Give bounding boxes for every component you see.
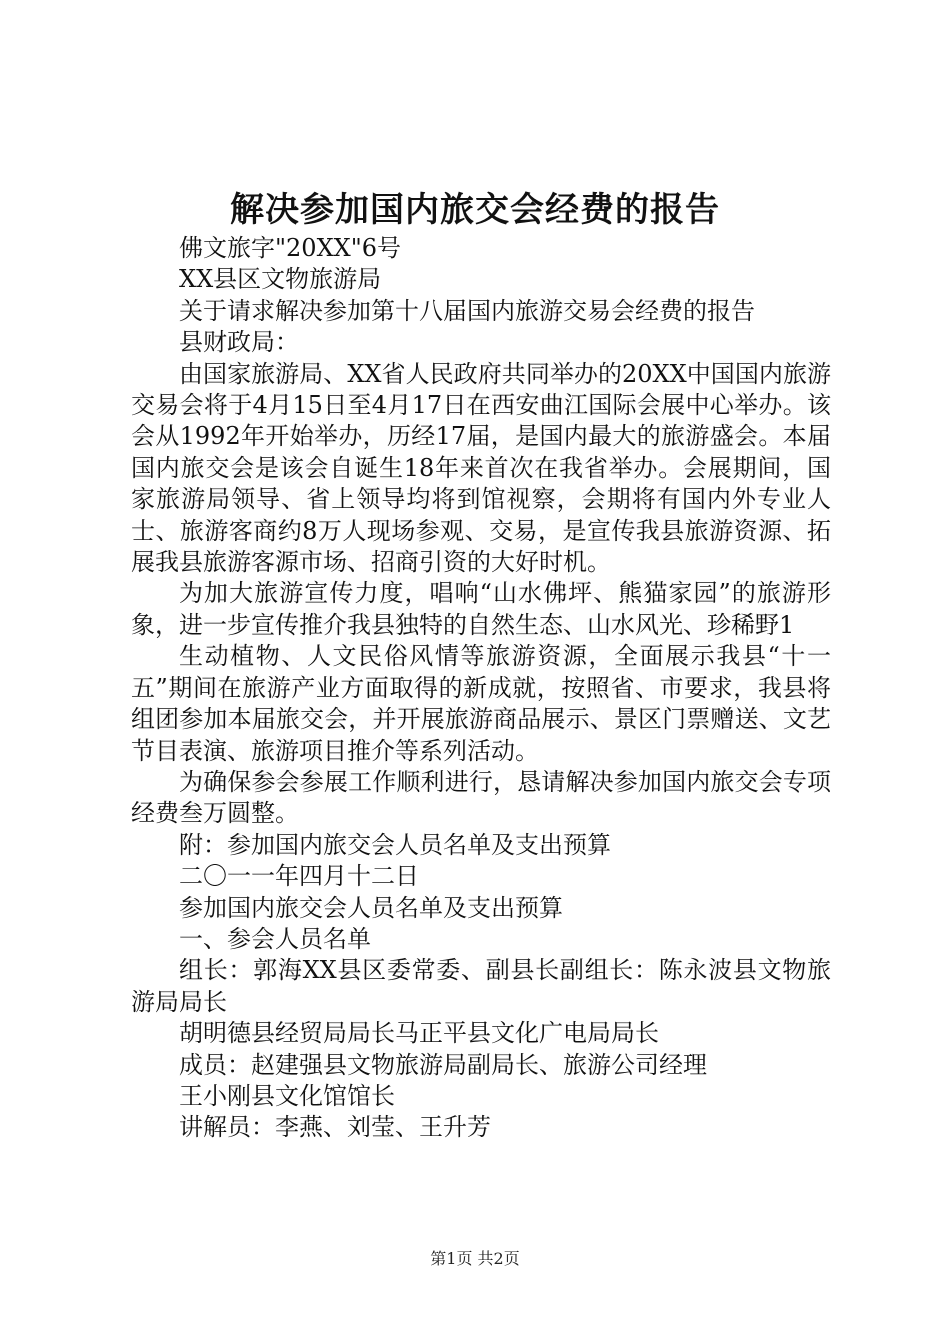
paragraph: 为加大旅游宣传力度，唱响“山水佛坪、熊猫家园”的旅游形象，进一步宣传推介我县独特的自然生态、山水风光、珍稀野1	[131, 579, 831, 639]
document-number: 佛文旅字"20XX"6号	[179, 234, 402, 262]
paragraph: 为确保参会参展工作顺利进行，恳请解决参加国内旅交会专项经费叁万圆整。	[131, 767, 831, 828]
subsection-heading: 一、参会人员名单	[179, 924, 371, 953]
list-item: 组长：郭海XX县区委常委、副县长副组长：陈永波县文物旅游局局长	[131, 956, 831, 1016]
document-title: 解决参加国内旅交会经费的报告	[230, 190, 720, 230]
list-item: 成员：赵建强县文物旅游局副局长、旅游公司经理	[179, 1050, 707, 1079]
report-subject: 关于请求解决参加第十八届国内旅游交易会经费的报告	[179, 296, 755, 325]
recipient: 县财政局：	[179, 328, 299, 357]
issuing-office: XX县区文物旅游局	[179, 265, 382, 294]
list-item: 王小刚县文化馆馆长	[179, 1081, 395, 1110]
report-date: 二〇一一年四月十二日	[179, 862, 419, 891]
document-body	[131, 233, 831, 1144]
section-heading: 参加国内旅交会人员名单及支出预算	[179, 893, 563, 922]
attachment-note: 附：参加国内旅交会人员名单及支出预算	[179, 830, 611, 859]
paragraph: 由国家旅游局、XX省人民政府共同举办的20XX中国国内旅游交易会将于4月15日至4月17日在西安曲江国际会展中心举办。该会从1992年开始举办，历经17届，是国内最大的旅游盛会。本届国内旅交会是该会自诞生18年来首次在我省举办。会展期间，国家旅游局领导、省上领导均将到馆视察，会期将有国内外专业人士、旅游客商约8万人现场参观、交易，是宣传我县旅游资源、拓展我县旅游客源市场、招商引资的大好时机。	[131, 359, 831, 577]
list-item: 讲解员：李燕、刘莹、王升芳	[179, 1113, 491, 1142]
list-item: 胡明德县经贸局局长马正平县文化广电局局长	[179, 1019, 659, 1048]
paragraph: 生动植物、人文民俗风情等旅游资源，全面展示我县“十一五”期间在旅游产业方面取得的新成就，按照省、市要求，我县将组团参加本届旅交会，并开展旅游商品展示、景区门票赠送、文艺节目表演、旅游项目推介等系列活动。	[131, 642, 831, 765]
page-number: 第1页 共2页	[430, 1249, 520, 1268]
